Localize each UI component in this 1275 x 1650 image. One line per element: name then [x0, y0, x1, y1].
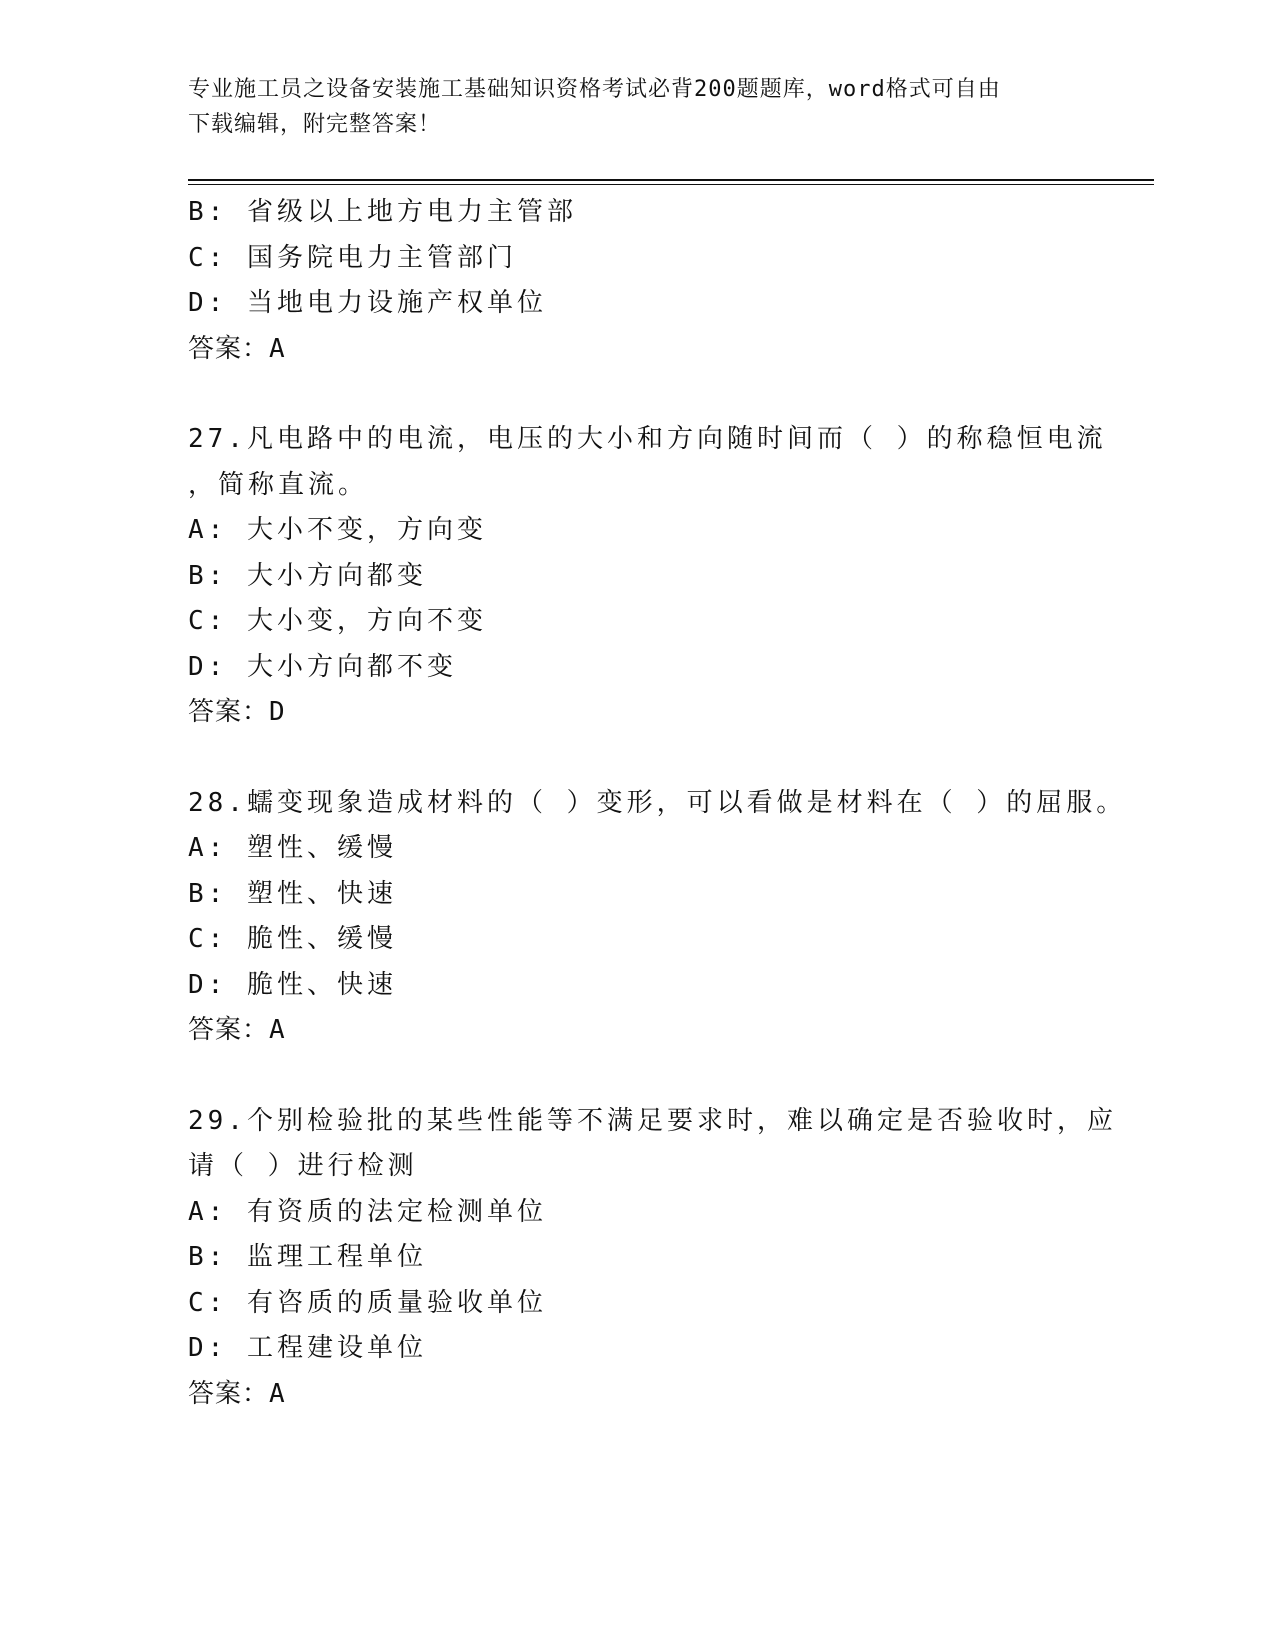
option-b: B: 塑性、快速 — [188, 878, 397, 909]
question-gap — [188, 1054, 1088, 1099]
answer-line: 答案：D — [188, 697, 286, 727]
option-b: B: 大小方向都变 — [188, 560, 427, 591]
option-a: A: 大小不变，方向变 — [188, 515, 487, 545]
option-a: A: 有资质的法定检测单位 — [188, 1196, 547, 1227]
question-content — [188, 190, 1127, 1417]
option-d: D: 大小方向都不变 — [188, 651, 457, 682]
option-b: B: 监理工程单位 — [188, 1242, 427, 1272]
option-c: C: 脆性、缓慢 — [188, 924, 397, 954]
header-rule-thin — [188, 184, 1154, 185]
option-c: C: 有咨质的质量验收单位 — [188, 1287, 547, 1318]
option-d: D: 脆性、快速 — [188, 969, 397, 1000]
question-stem-line: ，简称直流。 — [188, 469, 369, 500]
question-gap — [188, 372, 1088, 417]
header-line-1: 专业施工员之设备安装施工基础知识资格考试必背200题题库，word格式可自由 — [188, 77, 1001, 102]
question-stem-line: 29.个别检验批的某些性能等不满足要求时，难以确定是否验收时，应 — [188, 1105, 1117, 1136]
option-d: D: 工程建设单位 — [188, 1333, 427, 1363]
question-gap — [188, 736, 1088, 781]
question-28 — [188, 781, 1127, 1054]
question-stem-line: 27.凡电路中的电流，电压的大小和方向随时间而（ ）的称稳恒电流 — [188, 424, 1107, 454]
answer-line: 答案：A — [188, 333, 286, 364]
question-29 — [188, 1099, 1117, 1418]
option-c: C: 大小变，方向不变 — [188, 606, 487, 636]
option-b: B: 省级以上地方电力主管部 — [188, 197, 577, 227]
option-c: C: 国务院电力主管部门 — [188, 242, 517, 273]
header-rule-thick — [188, 179, 1154, 181]
question-stem-line: 28.蠕变现象造成材料的（ ）变形，可以看做是材料在（ ）的屈服。 — [188, 787, 1127, 818]
answer-line: 答案：A — [188, 1378, 286, 1409]
option-a: A: 塑性、缓慢 — [188, 833, 397, 863]
document-header — [188, 72, 1088, 142]
header-line-2: 下载编辑，附完整答案！ — [188, 112, 442, 137]
previous-question-tail — [188, 190, 1088, 372]
option-d: D: 当地电力设施产权单位 — [188, 288, 547, 318]
question-27 — [188, 417, 1107, 736]
question-stem-line: 请（ ）进行检测 — [188, 1151, 418, 1181]
answer-line: 答案：A — [188, 1015, 286, 1045]
